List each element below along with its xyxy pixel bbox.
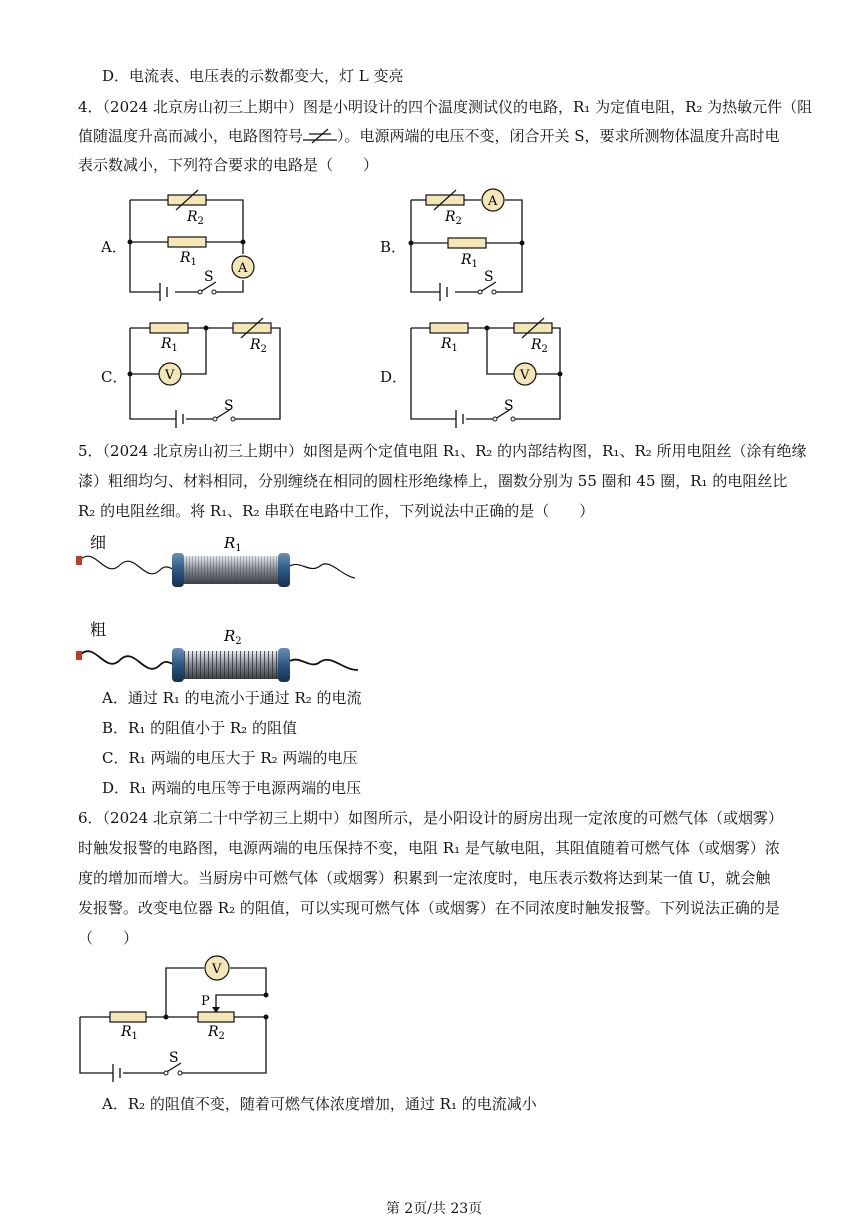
q6-option-a: A．R₂ 的阻值不变，随着可燃气体浓度增加，通过 R₁ 的电流减小 — [102, 1095, 537, 1113]
q4-option-a-label: A． — [101, 238, 127, 256]
circuit-c-r2-label: $R_2$ — [250, 337, 267, 355]
q4-stem-line2b: ）。电源两端的电压不变，闭合开关 S，要求所测物体温度升高时电 — [337, 127, 780, 145]
q4-option-c-label: C． — [101, 368, 128, 386]
q5-option-d: D．R₁ 两端的电压等于电源两端的电压 — [102, 779, 362, 797]
q4-option-b-label: B． — [380, 238, 407, 256]
q4-stem-line3: 表示数减小，下列符合要求的电路是（ ） — [78, 156, 379, 174]
q4-stem-line1: 4．（2024 北京房山初三上期中）图是小明设计的四个温度测试仪的电路，R₁ 为定值电阻，R₂ 为热敏元件（阻 — [78, 98, 813, 116]
circuit-a-switch-label: S — [204, 269, 214, 285]
page-footer: 第 2页/共 23页 — [385, 1201, 483, 1217]
circuit-a-r1-label: $R_1$ — [180, 250, 197, 268]
circuit-b-switch-label: S — [484, 269, 494, 285]
circuit-d-switch-label: S — [504, 398, 514, 414]
thin-wire-label: 细 — [90, 533, 107, 552]
fig-r1-label: $R_1$ — [224, 534, 242, 554]
q6-r1-label: $R_1$ — [121, 1024, 138, 1042]
q4-stem-line2a: 值随温度升高而减小，电路图符号 — [78, 127, 304, 145]
thick-wire-label: 粗 — [90, 620, 107, 639]
q6-voltmeter-label: V — [212, 962, 222, 977]
q5-option-c: C．R₁ 两端的电压大于 R₂ 两端的电压 — [102, 749, 358, 767]
circuit-b-ammeter-label: A — [488, 194, 498, 209]
q6-stem-line1: 6．（2024 北京第二十中学初三上期中）如图所示，是小阳设计的厨房出现一定浓度的可燃气体（或烟雾） — [78, 809, 783, 827]
circuit-a-r2-label: $R_2$ — [187, 209, 204, 227]
circuit-c-switch-label: S — [224, 398, 234, 414]
circuit-c-r1-label: $R_1$ — [161, 336, 178, 354]
circuit-d-r2-label: $R_2$ — [531, 337, 548, 355]
circuit-b-r1-label: $R_1$ — [461, 252, 478, 270]
q5-stem-line3: R₂ 的电阻丝细。将 R₁、R₂ 串联在电路中工作，下列说法中正确的是（ ） — [78, 502, 595, 520]
q5-option-b: B．R₁ 的阻值小于 R₂ 的阻值 — [102, 719, 297, 737]
q6-stem-line5: （ ） — [78, 929, 139, 947]
q6-slider-p-label: P — [201, 994, 210, 1009]
q5-stem-line1: 5．（2024 北京房山初三上期中）如图是两个定值电阻 R₁、R₂ 的内部结构图，R₁、R₂ 所用电阻丝（涂有绝缘 — [78, 442, 807, 460]
circuit-d-r1-label: $R_1$ — [441, 336, 458, 354]
q3-option-d: D．电流表、电压表的示数都变大，灯 L 变亮 — [102, 67, 404, 85]
circuit-d-voltmeter-label: V — [520, 368, 530, 383]
q4-option-d-label: D． — [380, 368, 408, 386]
circuit-a-ammeter-label: A — [238, 261, 248, 276]
q5-option-a: A．通过 R₁ 的电流小于通过 R₂ 的电流 — [102, 689, 362, 707]
fig-r2-label: $R_2$ — [224, 627, 242, 647]
q6-switch-label: S — [169, 1050, 179, 1066]
q6-stem-line4: 发报警。改变电位器 R₂ 的阻值，可以实现可燃气体（或烟雾）在不同浓度时触发报警。下列说法正确的是 — [78, 899, 780, 917]
q5-stem-line2: 漆）粗细均匀、材料相同，分别缠绕在相同的圆柱形绝缘棒上，圈数分别为 55 圈和 45 圈，R₁ 的电阻丝比 — [78, 472, 788, 490]
circuit-c-voltmeter-label: V — [165, 368, 175, 383]
q6-r2-label: $R_2$ — [208, 1024, 225, 1042]
q6-stem-line3: 度的增加而增大。当厨房中可燃气体（或烟雾）积累到一定浓度时，电压表示数将达到某一值 U，就会触 — [78, 869, 771, 887]
circuit-b-r2-label: $R_2$ — [445, 209, 462, 227]
q6-stem-line2: 时触发报警的电路图，电源两端的电压保持不变，电阻 R₁ 是气敏电阻，其阻值随着可燃气体（或烟雾）浓 — [78, 839, 780, 857]
